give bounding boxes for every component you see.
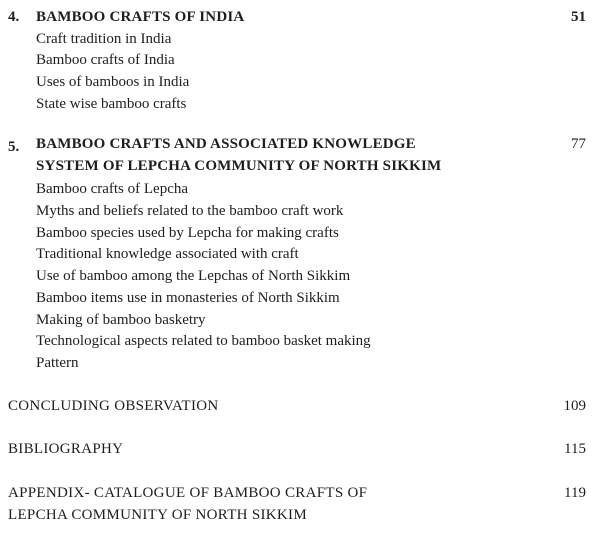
section-item: Traditional knowledge associated with craft bbox=[36, 246, 299, 262]
section-item: Myths and beliefs related to the bamboo craft work bbox=[36, 203, 344, 219]
entry-title-line-2: LEPCHA COMMUNITY OF NORTH SIKKIM bbox=[8, 507, 307, 523]
entry-page-number: 109 bbox=[563, 398, 586, 414]
section-item: Bamboo items use in monasteries of North Sikkim bbox=[36, 290, 340, 306]
section-item: Pattern bbox=[36, 355, 79, 371]
section-item: Bamboo species used by Lepcha for making crafts bbox=[36, 225, 339, 241]
entry-page-number: 115 bbox=[564, 441, 586, 457]
entry-page-number: 119 bbox=[564, 485, 586, 501]
section-item: Use of bamboo among the Lepchas of North Sikkim bbox=[36, 268, 351, 284]
entry-title: BIBLIOGRAPHY bbox=[8, 441, 124, 457]
chapter-page-number: 51 bbox=[571, 9, 586, 25]
entry-title: CONCLUDING OBSERVATION bbox=[8, 398, 219, 414]
chapter-title-line-2: SYSTEM OF LEPCHA COMMUNITY OF NORTH SIKKIM bbox=[36, 158, 442, 174]
section-item: Craft tradition in India bbox=[36, 31, 172, 47]
chapter-page-number: 77 bbox=[571, 136, 586, 152]
section-item: State wise bamboo crafts bbox=[36, 96, 187, 112]
chapter-number: 5. bbox=[8, 139, 20, 155]
chapter-title-line-1: BAMBOO CRAFTS AND ASSOCIATED KNOWLEDGE bbox=[36, 136, 416, 152]
entry-title-line-1: APPENDIX- CATALOGUE OF BAMBOO CRAFTS OF bbox=[8, 485, 368, 501]
section-item: Uses of bamboos in India bbox=[36, 74, 190, 90]
section-item: Bamboo crafts of India bbox=[36, 52, 175, 68]
section-item: Making of bamboo basketry bbox=[36, 312, 206, 328]
chapter-title: BAMBOO CRAFTS OF INDIA bbox=[36, 9, 245, 25]
section-item: Bamboo crafts of Lepcha bbox=[36, 181, 189, 197]
chapter-number: 4. bbox=[8, 9, 20, 25]
section-item: Technological aspects related to bamboo basket making bbox=[36, 333, 371, 349]
